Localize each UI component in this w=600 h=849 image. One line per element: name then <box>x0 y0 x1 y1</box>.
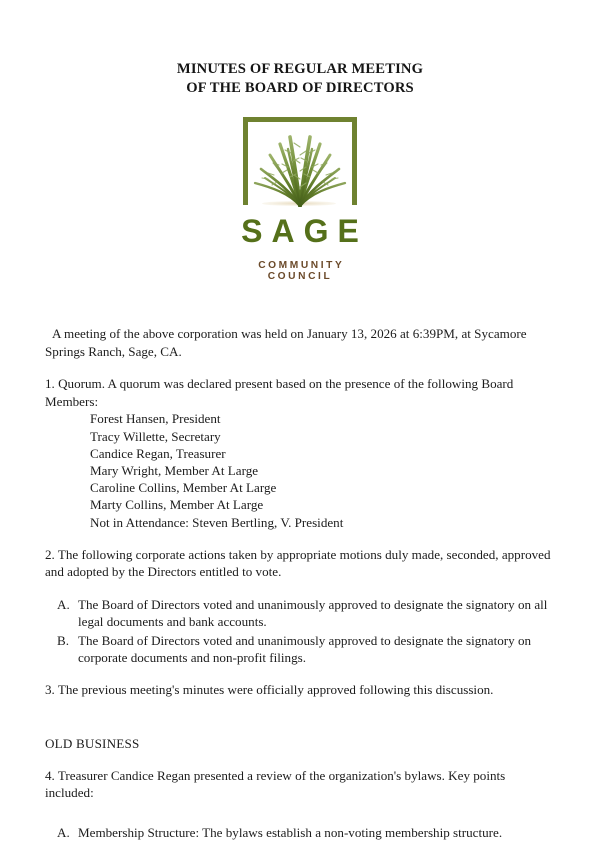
opening-paragraph: A meeting of the above corporation was held on January 13, 2026 at 6:39PM, at Sycamore Springs Ranch, Sage, CA. <box>45 326 527 359</box>
list-item: Tracy Willette, Secretary <box>90 428 221 444</box>
sage-bush-icon <box>246 127 354 207</box>
title-line-2: OF THE BOARD OF DIRECTORS <box>186 80 414 96</box>
list-item-text: The Board of Directors voted and unanimously approved to designate the signatory on corporate documents and non-profit filings. <box>78 632 532 666</box>
section-spacer <box>45 713 555 735</box>
item-3-previous-minutes: 3. The previous meeting's minutes were officially approved following this discussion. <box>45 681 494 697</box>
logo-tagline: COMMUNITY COUNCIL <box>258 260 345 282</box>
sage-logo <box>226 117 374 295</box>
list-item-text: Membership Structure: The bylaws establish a non-voting membership structure. <box>78 824 503 840</box>
list-item: Mary Wright, Member At Large <box>90 462 259 478</box>
logo-frame-top-bar <box>243 117 357 122</box>
list-item-text: The Board of Directors voted and unanimously approved to designate the signatory on all legal documents and bank accounts. <box>78 596 548 630</box>
board-members-list <box>45 410 555 530</box>
list-item <box>45 824 555 841</box>
item-4-bylaws-review: 4. Treasurer Candice Regan presented a review of the organization's bylaws. Key points included: <box>45 767 506 801</box>
list-marker: A. <box>57 824 70 840</box>
corporate-actions-list <box>45 596 555 667</box>
item-1-quorum: 1. Quorum. A quorum was declared present based on the presence of the following Board Members: <box>45 376 514 409</box>
list-item: Marty Collins, Member At Large <box>90 497 264 513</box>
bylaw-points-list <box>45 824 555 841</box>
title-line-1: MINUTES OF REGULAR MEETING <box>176 61 424 77</box>
old-business-heading: OLD BUSINESS <box>45 736 140 752</box>
list-item <box>45 632 555 667</box>
list-marker: A. <box>57 596 70 612</box>
list-item <box>45 596 555 631</box>
list-marker: B. <box>57 632 70 648</box>
list-item: Forest Hansen, President <box>90 411 221 427</box>
item-2-corporate-actions: 2. The following corporate actions taken by appropriate motions duly made, seconded, approved and adopted by the Directors entitled to vote. <box>45 546 551 580</box>
list-item: Caroline Collins, Member At Large <box>90 480 277 496</box>
list-item: Not in Attendance: Steven Bertling, V. President <box>90 514 344 530</box>
list-item: Candice Regan, Treasurer <box>90 445 226 461</box>
document-body <box>45 325 555 849</box>
logo-wordmark: SAGE <box>241 213 368 249</box>
list-spacer <box>45 817 555 824</box>
page-title <box>0 60 600 98</box>
